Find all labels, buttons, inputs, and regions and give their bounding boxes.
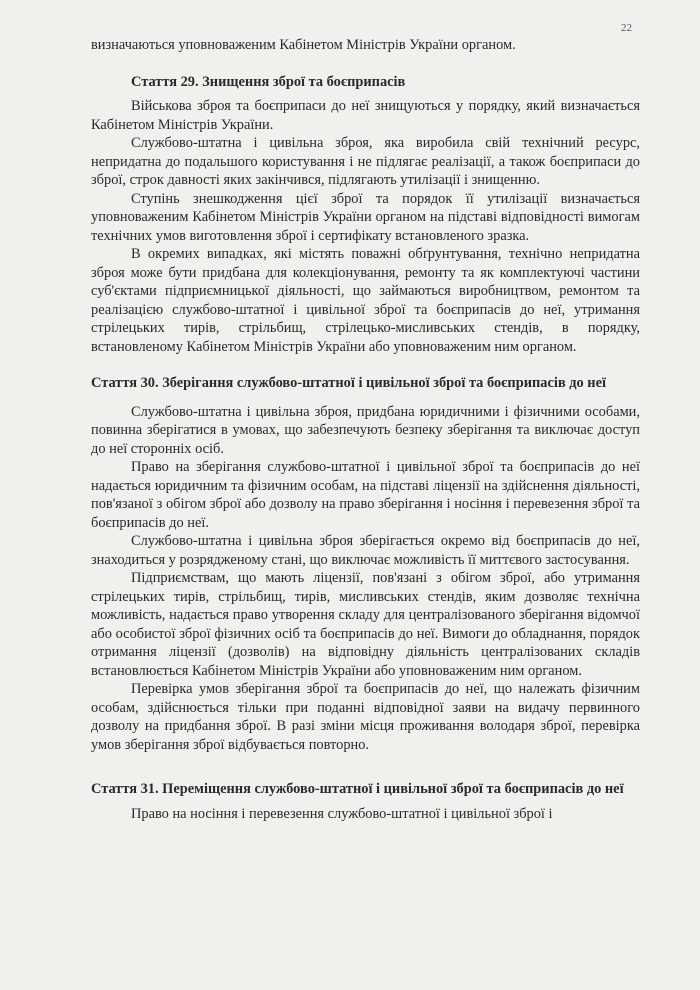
article-30-paragraph-3: Службово-штатна і цивільна зброя зберігається окремо від боєприпасів до неї, знаходиться у розрядженому стані, що виключає можливість її миттєвого застосування. <box>91 533 640 568</box>
article-29-paragraph-2: Службово-штатна і цивільна зброя, яка виробила свій технічний ресурс, непридатна до подальшого користування і не підлягає реалізації, а також боєприпаси до зброї, строк давності яких закінчився, підлягають утилізації і знищенню. <box>91 135 640 188</box>
article-31-title: Стаття 31. Переміщення службово-штатної і цивільної зброї та боєприпасів до неї <box>91 781 624 797</box>
article-29-title: Стаття 29. Знищення зброї та боєприпасів <box>131 73 406 90</box>
article-31-paragraph-1: Право на носіння і перевезення службово-штатної і цивільної зброї і <box>131 805 553 822</box>
article-29-paragraph-4: В окремих випадках, які містять поважні обґрунтування, технічно непридатна зброя може бути придбана для колекціонування, ремонту та як комплектуючі частини суб'єктами підприємницької діяльності, що займаються виробництвом, ремонтом та реалізацією службово-штатної і цивільної зброї та боєприпасів до неї, утримання стрілецьких тирів, стрільбищ, стрілецько-мисливських стендів, в порядку, встановленому Кабінетом Міністрів України або уповноваженим ним органом. <box>91 246 640 355</box>
article-29-paragraph-1: Військова зброя та боєприпаси до неї знищуються у порядку, який визначається Кабінетом Міністрів України. <box>91 98 640 133</box>
page-number: 22 <box>621 22 632 34</box>
article-30-paragraph-1: Службово-штатна і цивільна зброя, придбана юридичними і фізичними особами, повинна зберігатися в умовах, що забезпечують безпеку зберігання та виключає доступ до неї сторонніх осіб. <box>91 403 640 457</box>
article-30-paragraph-5: Перевірка умов зберігання зброї та боєприпасів до неї, що належать фізичним особам, здійснюється тільки при поданні відповідної заяви на видачу первинного дозволу на придбання зброї. В разі зміни місця проживання володаря зброї, перевірка умов зберігання зброї відбувається повторно. <box>91 681 640 753</box>
article-30-title: Стаття 30. Зберігання службово-штатної і цивільної зброї та боєприпасів до неї <box>91 375 606 391</box>
document-body <box>91 36 640 823</box>
article-30-paragraph-2: Право на зберігання службово-штатної і цивільної зброї та боєприпасів до неї надається юридичним та фізичним особам, на підставі ліцензії на здійснення діяльності, пов'язаної з обігом зброї або дозволу на право зберігання і носіння і перевезення зброї та боєприпасів до неї. <box>91 459 640 531</box>
article-30-paragraph-4: Підприємствам, що мають ліцензії, пов'язані з обігом зброї, або утримання стрілецьких тирів, стрільбищ, тирів, мисливських стендів, яким дозволяє технічна можливість, надається право утворення складу для централізованого зберігання відомчої або особистої зброї фізичних осіб та боєприпасів до неї. Вимоги до обладнання, порядок отримання ліцензії (дозволів) на відповідну діяльність централізованих складів встановлюється Кабінетом Міністрів України або уповноваженим ним органом. <box>91 570 640 679</box>
article-29-paragraph-3: Ступінь знешкодження цієї зброї та порядок її утилізації визначається уповноваженим Кабінетом Міністрів України органом на підставі відповідності вимогам технічних умов виготовлення зброї і сертифікату встановленого зразка. <box>91 190 640 244</box>
continuation-line: визначаються уповноваженим Кабінетом Міністрів України органом. <box>91 37 516 53</box>
